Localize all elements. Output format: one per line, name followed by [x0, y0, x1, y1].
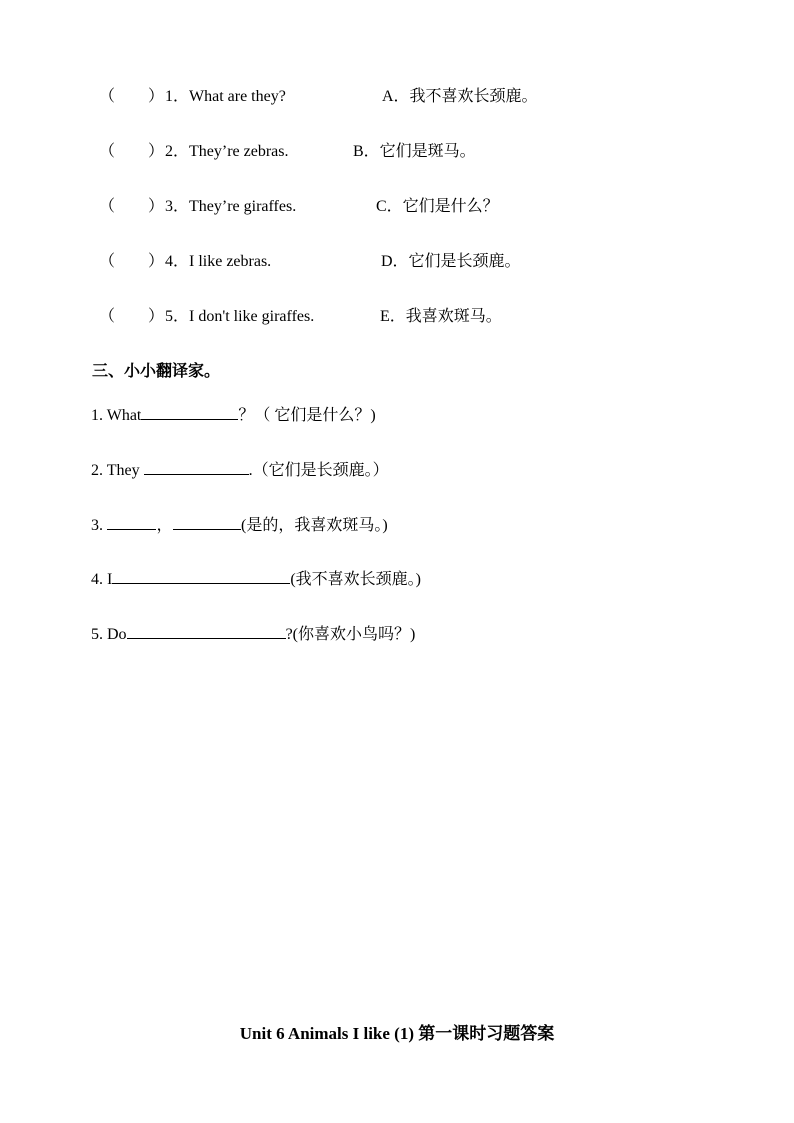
matching-question: 3．They’re giraffes. — [165, 198, 297, 215]
translation-hint: .（它们是长颈鹿。） — [248, 462, 389, 479]
answer-paren-open: （ — [99, 308, 116, 325]
translation-hint: (我不喜欢长颈鹿。) — [290, 571, 421, 588]
matching-option: E．我喜欢斑马。 — [380, 308, 502, 325]
matching-option: D．它们是长颈鹿。 — [381, 253, 521, 270]
translation-hint: ?(你喜欢小鸟吗？) — [285, 626, 416, 643]
translation-prefix: 4. I — [91, 571, 113, 588]
translation-separator: ， — [156, 517, 173, 534]
matching-question: 2．They’re zebras. — [165, 143, 289, 160]
answer-paren-close: ） — [148, 253, 165, 270]
answer-paren-close: ） — [148, 308, 165, 325]
answer-key-title: Unit 6 Animals I like (1) 第一课时习题答案 — [239, 1024, 555, 1043]
matching-option: A．我不喜欢长颈鹿。 — [382, 88, 538, 105]
translation-hint: (是的，我喜欢斑马。) — [241, 517, 388, 534]
answer-blank[interactable] — [144, 458, 249, 475]
translation-row — [91, 513, 388, 535]
matching-question: 1．What are they? — [165, 88, 286, 105]
translation-row — [91, 403, 376, 425]
matching-row — [0, 141, 794, 163]
translation-hint: ？（ 它们是什么？) — [238, 407, 376, 424]
translation-prefix: 5. Do — [91, 626, 127, 643]
translation-prefix: 2. They — [91, 462, 144, 479]
answer-paren-open: （ — [99, 198, 116, 215]
answer-blank[interactable] — [141, 403, 238, 420]
answer-paren-close: ） — [148, 198, 165, 215]
answer-paren-open: （ — [99, 253, 116, 270]
matching-option: C．它们是什么？ — [376, 198, 499, 215]
answer-blank[interactable] — [173, 513, 241, 530]
matching-question: 5．I don't like giraffes. — [165, 308, 315, 325]
answer-paren-open: （ — [99, 143, 116, 160]
translation-prefix: 1. What — [91, 407, 142, 424]
section-heading: 三、小小翻译家。 — [92, 363, 221, 380]
matching-row — [0, 251, 794, 273]
matching-row — [0, 306, 794, 328]
matching-row — [0, 196, 794, 218]
answer-blank[interactable] — [107, 513, 156, 530]
translation-row — [91, 622, 415, 644]
translation-row — [91, 567, 421, 589]
translation-prefix: 3. — [91, 517, 107, 534]
answer-blank[interactable] — [127, 622, 286, 639]
answer-paren-open: （ — [99, 88, 116, 105]
matching-row — [0, 86, 794, 108]
answer-paren-close: ） — [148, 143, 165, 160]
answer-paren-close: ） — [148, 88, 165, 105]
matching-question: 4．I like zebras. — [165, 253, 272, 270]
matching-option: B．它们是斑马。 — [353, 143, 476, 160]
translation-row — [91, 458, 389, 480]
answer-blank[interactable] — [112, 567, 290, 584]
